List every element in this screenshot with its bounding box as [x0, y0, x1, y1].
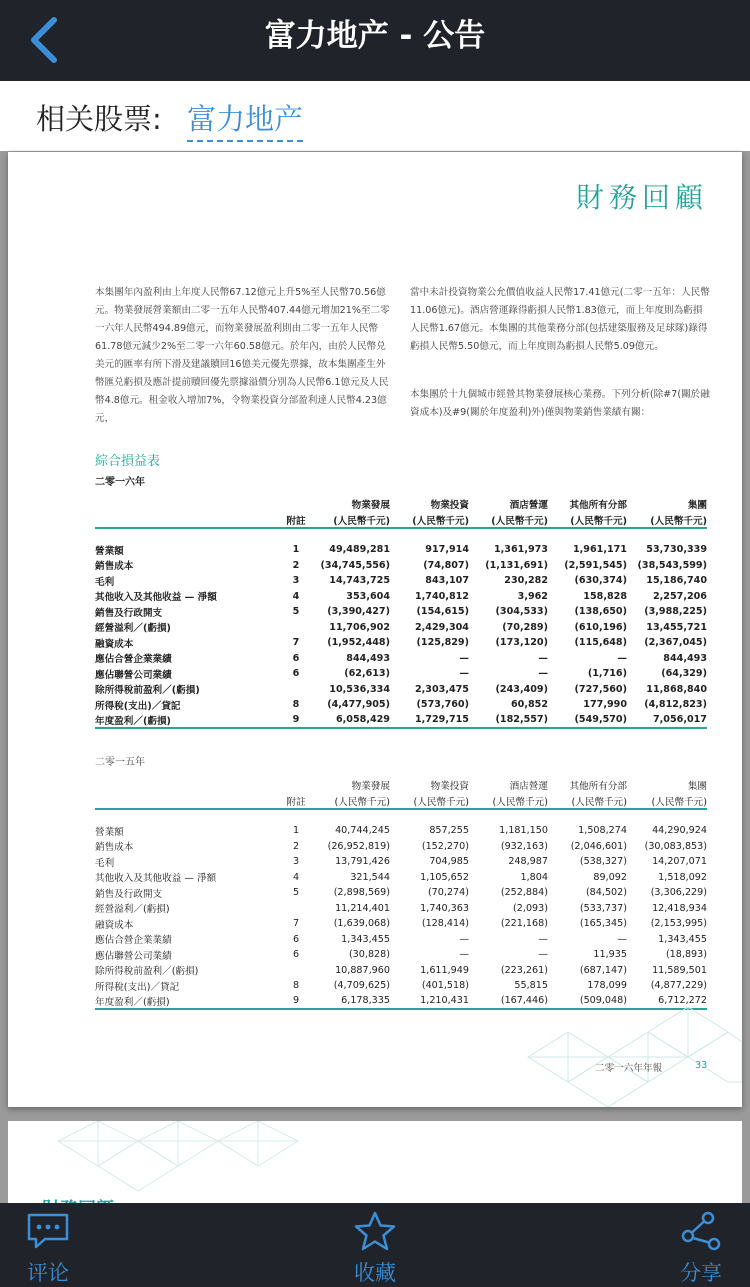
row-value: 60,852	[510, 699, 548, 711]
row-value: (610,196)	[574, 621, 627, 633]
row-note: 9	[281, 713, 311, 729]
row-value: 10,887,960	[335, 964, 390, 976]
col-header: 集團	[687, 500, 707, 511]
row-note: 9	[281, 994, 311, 1010]
row-value: 917,914	[425, 544, 469, 556]
favorite-label: 收藏	[354, 1261, 396, 1285]
table-row	[95, 682, 707, 698]
row-note: 6	[292, 668, 300, 680]
unit-header: (人民幣千元)	[311, 512, 390, 528]
row-value: (154,615)	[416, 606, 469, 618]
row-note: 6	[292, 933, 300, 945]
row-value: 11,868,840	[646, 683, 707, 695]
row-label: 應佔合營企業業績	[95, 654, 172, 666]
row-value: 248,987	[508, 856, 548, 868]
row-value: (252,884)	[500, 887, 548, 899]
row-value: (84,502)	[585, 887, 627, 899]
row-value: (4,477,905)	[327, 699, 390, 711]
top-nav-bar	[0, 0, 750, 81]
row-value: (2,898,569)	[333, 887, 390, 899]
row-value: 40,744,245	[335, 825, 390, 837]
row-label: 年度盈利／(虧損)	[95, 994, 281, 1010]
row-value: 11,589,501	[652, 964, 707, 976]
row-note: 2	[292, 840, 300, 852]
row-value: 704,985	[429, 856, 469, 868]
row-value: (138,650)	[574, 606, 627, 618]
year-label-2015: 二零一五年	[95, 757, 145, 768]
row-value: —	[459, 949, 469, 961]
row-value: 1,740,812	[414, 590, 469, 602]
table-row	[95, 947, 707, 963]
row-value: 1,343,455	[341, 933, 390, 945]
row-note: 1	[292, 825, 300, 837]
row-value: 1,729,715	[390, 713, 469, 729]
row-label: 銷售成本	[95, 842, 134, 854]
row-value: (538,327)	[579, 856, 627, 868]
row-value: (152,270)	[421, 840, 469, 852]
row-value: (30,828)	[348, 949, 390, 961]
row-label: 經營溢利／(虧損)	[95, 623, 171, 635]
comment-label: 评论	[27, 1261, 69, 1285]
row-value: 1,961,171	[572, 544, 627, 556]
col-header: 酒店營運	[509, 781, 548, 792]
row-value: (2,046,601)	[570, 840, 627, 852]
row-note: 5	[292, 887, 300, 899]
row-label: 應佔聯營公司業績	[95, 669, 172, 681]
row-value: (70,289)	[502, 621, 548, 633]
row-note: 4	[292, 590, 300, 602]
row-value: (128,414)	[421, 918, 469, 930]
row-value: (173,120)	[495, 637, 548, 649]
row-value: 14,743,725	[329, 575, 390, 587]
share-button[interactable]	[651, 1211, 750, 1287]
col-header: 酒店營運	[509, 500, 548, 511]
unit-header: (人民幣千元)	[311, 793, 390, 809]
row-value: 2,429,304	[414, 621, 469, 633]
row-value: 14,207,071	[652, 856, 707, 868]
table-row	[95, 542, 707, 558]
row-value: 321,544	[350, 871, 390, 883]
row-value: 857,255	[429, 825, 469, 837]
row-note: 6	[292, 949, 300, 961]
income-table-2015	[95, 777, 707, 1010]
row-note: 1	[292, 544, 300, 556]
note-header: 附註	[281, 793, 311, 809]
row-label: 銷售及行政開支	[95, 888, 163, 900]
col-header: 集團	[687, 781, 707, 792]
table-row	[95, 932, 707, 948]
row-label: 毛利	[95, 576, 115, 588]
row-value: (64,329)	[661, 668, 707, 680]
row-value: 353,604	[346, 590, 390, 602]
related-stock-link[interactable]: 富力地产	[187, 97, 303, 142]
row-label: 年度盈利／(虧損)	[95, 713, 281, 729]
row-value: 49,489,281	[329, 544, 390, 556]
row-value: 1,508,274	[578, 825, 627, 837]
row-note	[281, 901, 311, 917]
row-value: (932,163)	[500, 840, 548, 852]
row-value: (38,543,599)	[637, 559, 707, 571]
row-value: 178,099	[587, 980, 627, 992]
row-value: (125,829)	[416, 637, 469, 649]
row-value: (1,952,448)	[327, 637, 390, 649]
table-row	[95, 697, 707, 713]
row-value: 12,418,934	[652, 902, 707, 914]
row-note: 3	[292, 575, 300, 587]
row-value: 1,611,949	[420, 964, 469, 976]
row-value: (3,390,427)	[327, 606, 390, 618]
row-value: 13,455,721	[646, 621, 707, 633]
row-label: 除所得稅前盈利／(虧損)	[95, 966, 199, 978]
income-table-2016	[95, 496, 707, 729]
unit-header: (人民幣千元)	[469, 793, 548, 809]
row-value: 230,282	[504, 575, 548, 587]
row-value: 3,962	[517, 590, 548, 602]
table-row	[95, 885, 707, 901]
row-note: 6	[292, 652, 300, 664]
paragraph-right-2: 本集團於十九個城市經營其物業發展核心業務。下列分析(除#7(關於融資成本)及#9(關於年度盈利)外)僅與物業銷售業績有關：	[410, 389, 710, 418]
bottom-action-bar	[0, 1203, 750, 1287]
col-header: 其他所有分部	[569, 500, 627, 511]
row-value: (74,807)	[423, 559, 469, 571]
row-value: 44,290,924	[652, 825, 707, 837]
row-value: 843,107	[425, 575, 469, 587]
comment-button[interactable]	[0, 1211, 98, 1287]
col-header: 物業投資	[430, 781, 469, 792]
table-row	[95, 604, 707, 620]
row-value: 158,828	[583, 590, 627, 602]
paragraph-left: 本集團年內盈利由上年度人民幣67.12億元上升5%至人民幣70.56億元。物業發展營業額由二零一五年人民幣407.44億元增加21%至二零一六年人民幣494.89億元，而物業發展盈利則由二零一五年人民幣61.78億元減少2%至二零一六年60.58億元。於年內，由於人民幣兑美元的匯率有所下滑及建議贖回16億美元優先票據，故本集團產生外幣匯兑虧損及應計提前贖回優先票據溢價分別為人民幣6.1億元及人民幣4.8億元。租金收入增加7%，令物業投資分部盈利達人民幣4.23億元，	[95, 287, 390, 424]
table-row	[95, 839, 707, 855]
related-stock-label: 相关股票:	[36, 102, 162, 136]
favorite-button[interactable]	[325, 1211, 425, 1287]
year-label-2016: 二零一六年	[95, 477, 145, 488]
row-value: (2,367,045)	[644, 637, 707, 649]
page-number: 33	[695, 1060, 708, 1071]
row-label: 融資成本	[95, 919, 134, 931]
table-row	[95, 963, 707, 979]
row-value: 1,210,431	[390, 994, 469, 1010]
row-value: (2,153,995)	[650, 918, 707, 930]
row-label: 銷售成本	[95, 561, 134, 573]
row-note: 5	[292, 606, 300, 618]
table-row	[95, 635, 707, 651]
row-value: 1,361,973	[493, 544, 548, 556]
row-value: 844,493	[346, 652, 390, 664]
row-value: (4,877,229)	[650, 980, 707, 992]
row-value: (223,261)	[500, 964, 548, 976]
col-header: 物業發展	[351, 781, 390, 792]
row-value: (304,533)	[495, 606, 548, 618]
row-value: (4,709,625)	[333, 980, 390, 992]
page-title: 富力地产 - 公告	[264, 18, 486, 54]
row-value: 11,214,401	[335, 902, 390, 914]
row-label: 營業額	[95, 545, 124, 557]
table-row	[95, 978, 707, 994]
row-note: 3	[292, 856, 300, 868]
row-value: 1,740,363	[420, 902, 469, 914]
table-row	[95, 823, 707, 839]
row-value: 89,092	[593, 871, 627, 883]
unit-header: (人民幣千元)	[390, 793, 469, 809]
row-note: 2	[292, 559, 300, 571]
table-row	[95, 666, 707, 682]
row-value: (243,409)	[495, 683, 548, 695]
table-row	[95, 713, 707, 729]
row-label: 除所得稅前盈利／(虧損)	[95, 685, 200, 697]
row-value: 2,257,206	[652, 590, 707, 602]
row-value: (182,557)	[469, 713, 548, 729]
unit-header: (人民幣千元)	[469, 512, 548, 528]
col-header: 物業投資	[430, 500, 469, 511]
star-icon	[352, 1211, 398, 1251]
row-value: 15,186,740	[646, 575, 707, 587]
table-row	[95, 620, 707, 636]
row-label: 經營溢利／(虧損)	[95, 904, 170, 916]
table-row	[95, 589, 707, 605]
document-page[interactable]	[8, 152, 742, 1107]
row-value: (26,952,819)	[327, 840, 390, 852]
row-note	[281, 963, 311, 979]
table-row	[95, 916, 707, 932]
row-value: (1,639,068)	[333, 918, 390, 930]
row-value: 844,493	[663, 652, 707, 664]
row-value: (62,613)	[344, 668, 390, 680]
row-value: (18,893)	[665, 949, 707, 961]
row-label: 毛利	[95, 857, 115, 869]
row-label: 其他收入及其他收益 — 淨額	[95, 592, 217, 604]
row-value: —	[538, 933, 548, 945]
row-value: (533,737)	[579, 902, 627, 914]
row-value: —	[459, 668, 469, 680]
table-row	[95, 901, 707, 917]
row-value: —	[617, 652, 627, 664]
row-value: 6,058,429	[311, 713, 390, 729]
row-value: (401,518)	[421, 980, 469, 992]
row-note: 8	[292, 699, 300, 711]
row-value: 1,343,455	[658, 933, 707, 945]
row-value: —	[617, 933, 627, 945]
document-heading: 財務回顧	[575, 181, 708, 214]
decorative-pattern	[508, 997, 742, 1107]
row-value: (630,374)	[574, 575, 627, 587]
row-value: (509,048)	[548, 994, 627, 1010]
unit-header: (人民幣千元)	[627, 793, 707, 809]
share-icon	[678, 1211, 724, 1251]
row-value: 13,791,426	[335, 856, 390, 868]
comment-icon	[25, 1211, 71, 1251]
row-value: (34,745,556)	[320, 559, 390, 571]
row-value: —	[538, 652, 548, 664]
paragraph-right-1: 當中未計投資物業公允價值收益人民幣17.41億元(二零一五年：人民幣11.06億元)。酒店營運錄得虧損人民幣1.83億元，而上年度則為虧損人民幣1.67億元。本集團的其他業務分部(包括建築服務及足球隊)錄得虧損人民幣5.50億元，而上年度則為虧損人民幣5.09億元。	[410, 287, 710, 352]
row-value: (687,147)	[579, 964, 627, 976]
row-label: 應佔聯營公司業績	[95, 950, 172, 962]
row-label: 所得稅(支出)／貸記	[95, 981, 180, 993]
row-value: —	[538, 949, 548, 961]
row-note: 8	[292, 980, 300, 992]
table-row	[95, 651, 707, 667]
table-row	[95, 870, 707, 886]
row-value: (549,570)	[548, 713, 627, 729]
row-value: (167,446)	[469, 994, 548, 1010]
table-row	[95, 558, 707, 574]
row-value: (573,760)	[416, 699, 469, 711]
unit-header: (人民幣千元)	[548, 793, 627, 809]
row-value: (30,083,853)	[644, 840, 707, 852]
row-label: 其他收入及其他收益 — 淨額	[95, 873, 217, 885]
share-label: 分享	[680, 1261, 722, 1285]
row-value: 177,990	[583, 699, 627, 711]
row-value: (2,093)	[513, 902, 548, 914]
related-stock-row	[0, 81, 750, 151]
unit-header: (人民幣千元)	[548, 512, 627, 528]
row-value: (2,591,545)	[564, 559, 627, 571]
row-value: (165,345)	[579, 918, 627, 930]
note-header: 附註	[281, 512, 311, 528]
col-header: 其他所有分部	[569, 781, 627, 792]
row-value: 7,056,017	[627, 713, 707, 729]
row-value: 10,536,334	[329, 683, 390, 695]
col-header: 物業發展	[351, 500, 390, 511]
row-value: 53,730,339	[646, 544, 707, 556]
row-value: —	[459, 652, 469, 664]
row-value: 1,804	[520, 871, 548, 883]
row-value: (1,716)	[587, 668, 627, 680]
table-row	[95, 854, 707, 870]
row-value: 6,712,272	[627, 994, 707, 1010]
row-note	[281, 620, 311, 636]
row-value: (115,648)	[574, 637, 627, 649]
row-label: 營業額	[95, 826, 124, 838]
row-value: 55,815	[514, 980, 548, 992]
row-value: (3,988,225)	[644, 606, 707, 618]
table-row	[95, 573, 707, 589]
row-value: 1,181,150	[499, 825, 548, 837]
row-value: (727,560)	[574, 683, 627, 695]
report-footer: 二零一六年年報	[595, 1063, 663, 1074]
row-value: 6,178,335	[311, 994, 390, 1010]
row-value: (221,168)	[500, 918, 548, 930]
unit-header: (人民幣千元)	[627, 512, 707, 528]
row-note: 7	[292, 918, 300, 930]
row-note: 7	[292, 637, 300, 649]
row-note	[281, 682, 311, 698]
row-value: 2,303,475	[414, 683, 469, 695]
row-value: (70,274)	[427, 887, 469, 899]
row-value: 1,105,652	[420, 871, 469, 883]
row-value: (4,812,823)	[644, 699, 707, 711]
row-label: 融資成本	[95, 638, 134, 650]
row-value: —	[459, 933, 469, 945]
row-label: 銷售及行政開支	[95, 607, 163, 619]
section-title: 綜合損益表	[95, 454, 161, 469]
row-value: —	[538, 668, 548, 680]
row-label: 所得稅(支出)／貸記	[95, 700, 181, 712]
row-label: 應佔合營企業業績	[95, 935, 172, 947]
row-value: 11,706,902	[329, 621, 390, 633]
row-value: 11,935	[593, 949, 627, 961]
row-value: (1,131,691)	[485, 559, 548, 571]
row-value: 1,518,092	[658, 871, 707, 883]
row-note: 4	[292, 871, 300, 883]
unit-header: (人民幣千元)	[390, 512, 469, 528]
row-value: (3,306,229)	[650, 887, 707, 899]
